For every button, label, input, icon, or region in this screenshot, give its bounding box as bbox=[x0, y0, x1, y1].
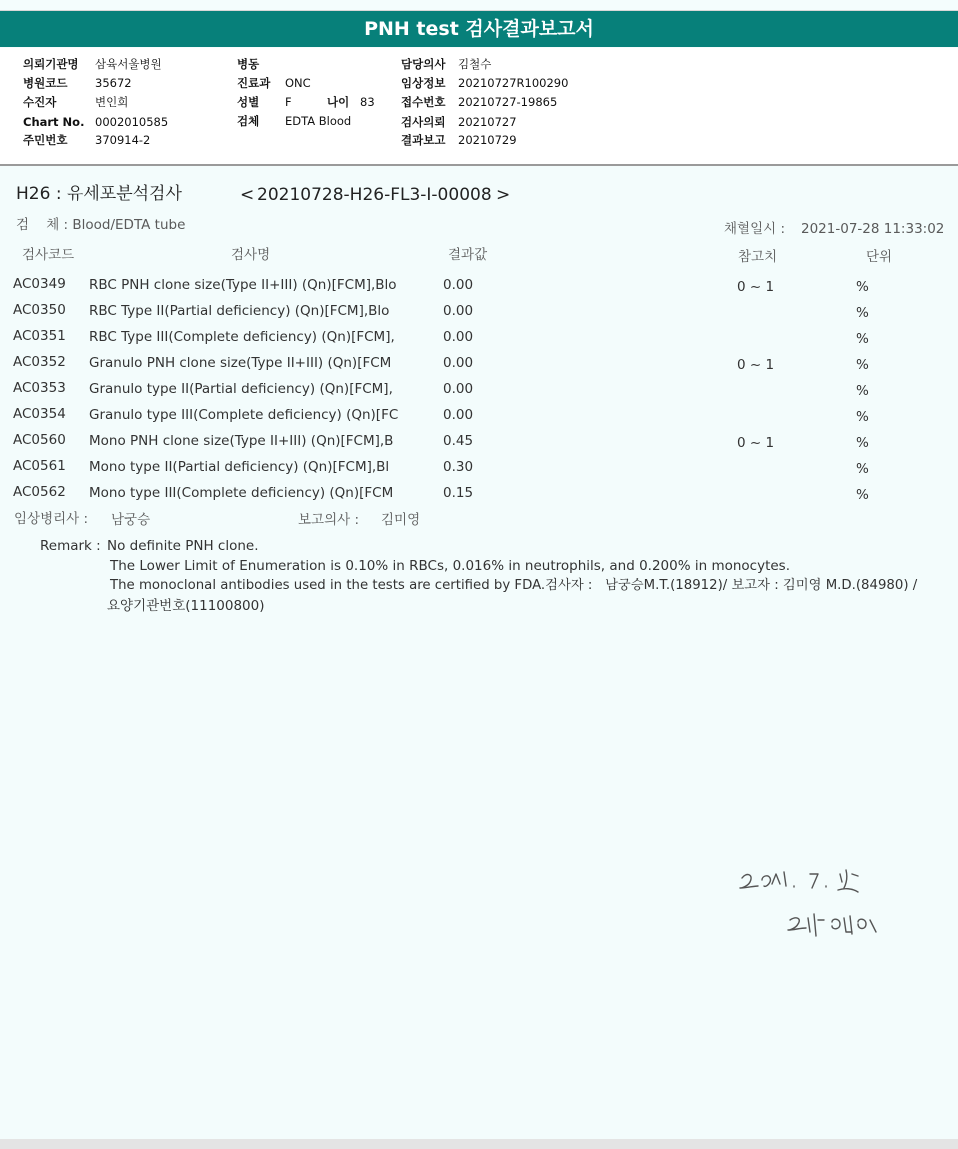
row-unit: % bbox=[856, 409, 869, 425]
row-code: AC0561 bbox=[13, 458, 66, 474]
header-row-specimen: 검체 EDTA Blood bbox=[237, 114, 352, 128]
row-test-name: Granulo PNH clone size(Type II+III) (Qn)[FCM bbox=[89, 355, 392, 371]
row-ref: 0 ~ 1 bbox=[737, 357, 775, 373]
collected-label: 채혈일시 : bbox=[724, 221, 786, 237]
specimen-line: 검 체 : Blood/EDTA tube bbox=[16, 217, 186, 233]
header-row-hospital-code: 병원코드 35672 bbox=[23, 76, 132, 90]
physician-name: 김미영 bbox=[381, 512, 421, 528]
bottom-strip bbox=[0, 1139, 958, 1149]
header-row-result-report: 결과보고 20210729 bbox=[401, 133, 517, 147]
row-result: 0.00 bbox=[443, 277, 474, 293]
age-label: 나이 bbox=[327, 95, 350, 109]
header-row-sex: 성별 F 나이 83 bbox=[237, 95, 375, 109]
patient-header bbox=[0, 48, 958, 166]
row-test-name: Mono type II(Partial deficiency) (Qn)[FCM],Bl bbox=[89, 459, 390, 475]
top-strip bbox=[0, 0, 958, 11]
row-code: AC0562 bbox=[13, 484, 66, 500]
handwritten-signature bbox=[728, 862, 898, 952]
physician-label: 보고의사 : bbox=[298, 512, 360, 528]
row-code: AC0350 bbox=[13, 302, 66, 318]
technologist-name: 남궁승 bbox=[111, 512, 151, 528]
remark-label: Remark : bbox=[40, 538, 101, 554]
row-code: AC0560 bbox=[13, 432, 66, 448]
header-row-department: 진료과 ONC bbox=[237, 76, 311, 90]
header-row-physician: 담당의사 김철수 bbox=[401, 57, 492, 71]
col-header-unit: 단위 bbox=[866, 249, 893, 265]
row-unit: % bbox=[856, 383, 869, 399]
remark-line: The monoclonal antibodies used in the tests are certified by FDA.검사자 : 남궁승M.T.(18912)/ 보고자 : 김미영 M.D.(84980) / bbox=[110, 578, 918, 593]
row-unit: % bbox=[856, 435, 869, 451]
row-result: 0.00 bbox=[443, 381, 474, 397]
row-unit: % bbox=[856, 279, 869, 295]
row-test-name: RBC Type III(Complete deficiency) (Qn)[FCM], bbox=[89, 329, 395, 345]
row-test-name: Granulo type III(Complete deficiency) (Qn)[FC bbox=[89, 407, 399, 423]
header-row-clinical-info: 임상정보 20210727R100290 bbox=[401, 76, 569, 90]
report-title: PNH test 검사결과보고서 bbox=[0, 11, 958, 47]
row-code: AC0351 bbox=[13, 328, 66, 344]
header-row-resident-no: 주민번호 370914-2 bbox=[23, 133, 151, 147]
row-test-name: Mono type III(Complete deficiency) (Qn)[FCM bbox=[89, 485, 394, 501]
col-header-code: 검사코드 bbox=[22, 247, 75, 263]
col-header-name: 검사명 bbox=[231, 247, 271, 263]
header-row-patient-name: 수진자 변인희 bbox=[23, 95, 129, 109]
remark-line: No definite PNH clone. bbox=[107, 538, 259, 554]
row-code: AC0353 bbox=[13, 380, 66, 396]
row-code: AC0352 bbox=[13, 354, 66, 370]
prev-record-arrow[interactable]: < bbox=[240, 185, 255, 205]
remark-line: 요양기관번호(11100800) bbox=[107, 598, 265, 614]
row-ref: 0 ~ 1 bbox=[737, 279, 775, 295]
remark-line: The Lower Limit of Enumeration is 0.10% in RBCs, 0.016% in neutrophils, and 0.200% in monocytes. bbox=[110, 558, 791, 574]
row-unit: % bbox=[856, 331, 869, 347]
row-test-name: RBC Type II(Partial deficiency) (Qn)[FCM],Blo bbox=[89, 303, 390, 319]
row-result: 0.00 bbox=[443, 355, 474, 371]
row-test-name: Mono PNH clone size(Type II+III) (Qn)[FCM],B bbox=[89, 433, 394, 449]
header-row-receipt-no: 접수번호 20210727-19865 bbox=[401, 95, 558, 109]
section-title: H26 : 유세포분석검사 bbox=[16, 184, 182, 204]
row-test-name: RBC PNH clone size(Type II+III) (Qn)[FCM],Blo bbox=[89, 277, 397, 293]
row-result: 0.45 bbox=[443, 433, 474, 449]
row-unit: % bbox=[856, 461, 869, 477]
row-code: AC0354 bbox=[13, 406, 66, 422]
header-row-test-request: 검사의뢰 20210727 bbox=[401, 115, 517, 129]
next-record-arrow[interactable]: > bbox=[496, 185, 511, 205]
collected-datetime: 2021-07-28 11:33:02 bbox=[801, 221, 945, 237]
header-row-chart-no: Chart No. 0002010585 bbox=[23, 115, 169, 129]
col-header-ref: 참고치 bbox=[738, 249, 778, 265]
row-code: AC0349 bbox=[13, 276, 66, 292]
row-result: 0.00 bbox=[443, 329, 474, 345]
row-unit: % bbox=[856, 487, 869, 503]
row-result: 0.00 bbox=[443, 407, 474, 423]
technologist-label: 임상병리사 : bbox=[14, 511, 89, 527]
row-result: 0.00 bbox=[443, 303, 474, 319]
row-result: 0.15 bbox=[443, 485, 474, 501]
row-unit: % bbox=[856, 357, 869, 373]
accession-number: 20210728-H26-FL3-I-00008 bbox=[257, 185, 492, 205]
age-value: 83 bbox=[360, 95, 375, 109]
row-test-name: Granulo type II(Partial deficiency) (Qn)[FCM], bbox=[89, 381, 393, 397]
header-row-requesting-org: 의뢰기관명 삼육서울병원 bbox=[23, 57, 162, 71]
row-unit: % bbox=[856, 305, 869, 321]
row-result: 0.30 bbox=[443, 459, 474, 475]
header-row-ward: 병동 bbox=[237, 57, 260, 71]
row-ref: 0 ~ 1 bbox=[737, 435, 775, 451]
col-header-result: 결과값 bbox=[448, 247, 488, 263]
